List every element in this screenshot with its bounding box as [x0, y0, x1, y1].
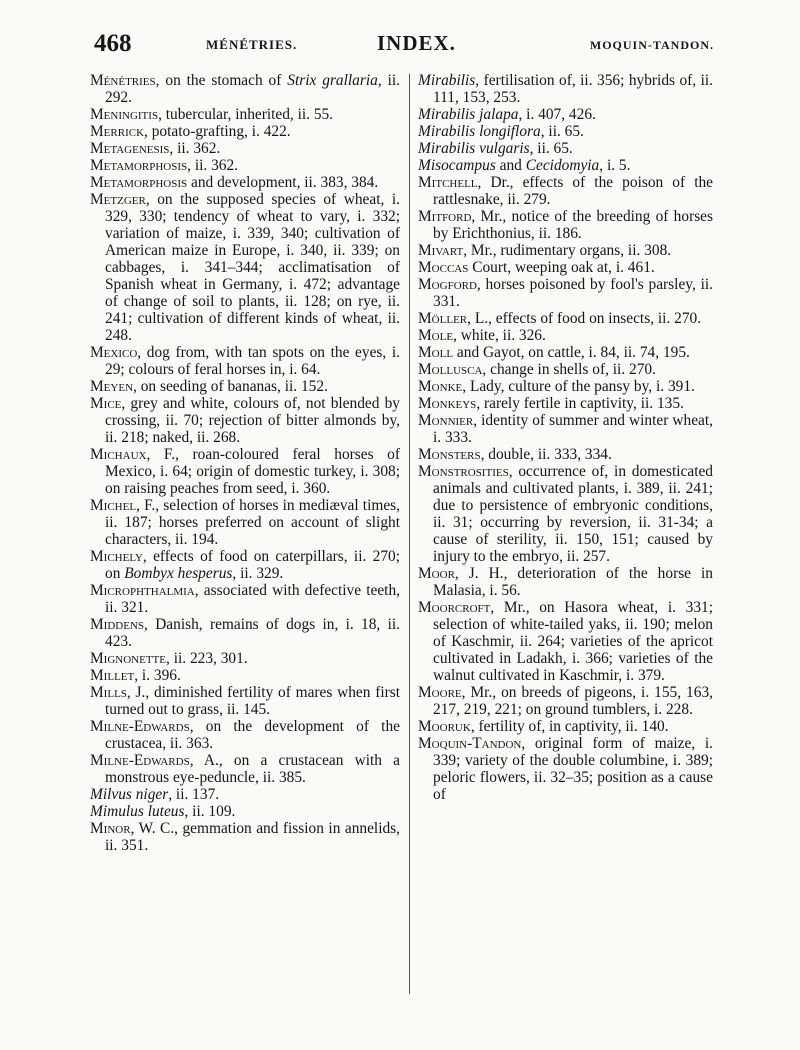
index-entry [418, 378, 713, 395]
entry-text: , on the development of the crustacea, ii. 363. [105, 718, 400, 752]
index-entry [90, 497, 400, 548]
running-head [94, 30, 714, 60]
entry-headword: Möller [418, 310, 468, 327]
running-head-right: MOQUIN-TANDON. [589, 38, 714, 52]
entry-headword: Monnier [418, 412, 474, 429]
entry-text: , F., roan-coloured feral horses of Mexico, i. 64; origin of domestic turkey, i. 308; on raising peaches from seed, i. 360. [105, 446, 400, 497]
index-entry [418, 174, 713, 208]
index-entry [418, 242, 713, 259]
index-entry [418, 106, 713, 123]
entry-headword: Michaux [90, 446, 147, 463]
entry-text: , ii. 65. [529, 140, 573, 157]
entry-headword: Mexico [90, 344, 138, 361]
index-entry [90, 667, 400, 684]
entry-headword: Mirabilis longiflora [418, 123, 541, 140]
entry-headword: Monke [418, 378, 463, 395]
index-entry [90, 582, 400, 616]
entry-headword: Minor [90, 820, 131, 837]
index-entry [90, 72, 400, 106]
entry-headword: Meyen [90, 378, 134, 395]
entry-italic-term: Bombyx hesperus [124, 565, 233, 582]
entry-text: , A., on a crustacean with a monstrous eye-peduncle, ii. 385. [105, 752, 400, 786]
entry-text: , on the supposed species of wheat, i. 329, 330; tendency of wheat to vary, i. 332; variation of maize, i. 339, 340; cultivation of American maize in Europe, i. 340, ii. 339; on cabbages, i. 341–344; acclimatisation of Spanish wheat in Germany, i. 472; advantage of change of soil to plants, ii. 128; on rye, ii. 241; cultivation of different kinds of wheat, ii. 248. [105, 191, 400, 344]
entry-text: , ii. 362. [169, 140, 221, 157]
entry-headword: Microphthalmia [90, 582, 195, 599]
entry-text: , original form of maize, i. 339; variety of the double columbine, i. 389; peloric flowers, ii. 32–35; position as a cause of [433, 735, 713, 803]
entry-headword: Michel [90, 497, 137, 514]
entry-text: , Mr., on Hasora wheat, i. 331; selection of white-tailed yaks, ii. 190; melon of Kaschmir, ii. 264; varieties of the apricot cultivated in Ladakh, i. 366; varieties of the walnut cultivated in Kaschmir, i. 379. [433, 599, 713, 684]
index-entry [90, 820, 400, 854]
entry-headword: Metamorphosis [90, 157, 188, 174]
entry-headword: Milvus niger [90, 786, 169, 803]
entry-text: , Mr., on breeds of pigeons, i. 155, 163, 217, 219, 221; on ground tumblers, i. 228. [433, 684, 713, 718]
entry-headword: Michely [90, 548, 143, 565]
entry-headword: Milne-Edwards [90, 718, 190, 735]
index-entry [90, 718, 400, 752]
index-entry [90, 548, 400, 582]
index-entry [90, 684, 400, 718]
entry-text: , L., effects of food on insects, ii. 270. [467, 310, 702, 327]
entry-text: , dog from, with tan spots on the eyes, i. 29; colours of feral horses in, i. 64. [105, 344, 400, 378]
index-entry [90, 174, 400, 191]
entry-text: and Gayot, on cattle, i. 84, ii. 74, 195. [453, 344, 690, 361]
entry-text: , double, ii. 333, 334. [480, 446, 612, 463]
index-entry [90, 395, 400, 446]
entry-text: , Dr., effects of the poison of the rattlesnake, ii. 279. [433, 174, 713, 208]
entry-text: Court, weeping oak at, i. 461. [468, 259, 655, 276]
index-entry [418, 565, 713, 599]
index-entry [418, 72, 713, 106]
index-entry [90, 191, 400, 344]
index-entry [418, 276, 713, 310]
entry-text: and [495, 157, 526, 174]
index-entry [418, 327, 713, 344]
index-entry [90, 803, 400, 820]
entry-text: , ii. 65. [540, 123, 584, 140]
entry-text: , F., selection of horses in mediæval times, ii. 187; horses preferred on account of slight characters, ii. 194. [105, 497, 400, 548]
entry-text: , white, ii. 326. [453, 327, 546, 344]
index-entry [418, 123, 713, 140]
index-entry [90, 446, 400, 497]
entry-headword: Metamorphosis [90, 174, 188, 191]
entry-italic-term: Cecidomyia [525, 157, 600, 174]
entry-headword: Meningitis [90, 106, 159, 123]
index-entry [90, 106, 400, 123]
entry-text: , occurrence of, in domesticated animals and cultivated plants, i. 389, ii. 241; due to persistence of embryonic conditions, ii. 31; occurring by reversion, ii. 31-34; a cause of sterility, ii. 150, 151; caused by injury to the embryo, ii. 257. [433, 463, 713, 565]
entry-text: , Mr., notice of the breeding of horses by Erichthonius, ii. 186. [433, 208, 713, 242]
running-head-left: MÉNÉTRIES. [206, 37, 298, 52]
entry-headword: Mogford [418, 276, 477, 293]
index-entry [90, 616, 400, 650]
entry-text: , Lady, culture of the pansy by, i. 391. [462, 378, 695, 395]
entry-headword: Mivart [418, 242, 464, 259]
entry-text: , ii. 109. [184, 803, 236, 820]
entry-text: , effects of food on caterpillars, ii. 270; on [105, 548, 400, 582]
entry-headword: Moccas [418, 259, 469, 276]
entry-text: , ii. 137. [168, 786, 220, 803]
entry-text: , potato-grafting, i. 422. [144, 123, 291, 140]
index-entry [90, 752, 400, 786]
entry-text: , fertility of, in captivity, ii. 140. [470, 718, 669, 735]
index-entry [418, 344, 713, 361]
entry-headword: Monsters [418, 446, 481, 463]
index-entry [90, 157, 400, 174]
entry-headword: Mills [90, 684, 127, 701]
entry-text: , tubercular, inherited, ii. 55. [158, 106, 334, 123]
index-entry [418, 718, 713, 735]
entry-text: , Mr., rudimentary organs, ii. 308. [463, 242, 672, 259]
entry-headword: Metzger [90, 191, 146, 208]
index-entry [418, 463, 713, 565]
index-entry [90, 344, 400, 378]
index-entry [418, 684, 713, 718]
entry-headword: Mimulus luteus [90, 803, 185, 820]
entry-text: , grey and white, colours of, not blended by crossing, ii. 70; rejection of bitter almonds by, ii. 218; naked, ii. 268. [105, 395, 400, 446]
entry-text: , on seeding of bananas, ii. 152. [133, 378, 328, 395]
entry-headword: Mitchell [418, 174, 478, 191]
index-entry [418, 208, 713, 242]
entry-headword: Moore [418, 684, 462, 701]
index-entry [90, 378, 400, 395]
entry-text: , W. C., gemmation and fission in annelids, ii. 351. [105, 820, 400, 854]
index-column-left [90, 72, 400, 854]
entry-italic-term: Strix grallaria [287, 72, 378, 89]
entry-text: , rarely fertile in captivity, ii. 135. [476, 395, 684, 412]
index-entry [418, 157, 713, 174]
running-head-title: INDEX. [377, 31, 456, 55]
entry-text: , associated with defective teeth, ii. 321. [105, 582, 400, 616]
entry-headword: Mirabilis [418, 72, 476, 89]
entry-headword: Moor [418, 565, 455, 582]
index-entry [90, 650, 400, 667]
index-column-right [418, 72, 713, 803]
entry-text: , i. 5. [599, 157, 631, 174]
index-entry [418, 259, 713, 276]
column-divider [409, 74, 410, 994]
index-entry [418, 446, 713, 463]
entry-text: , i. 407, 426. [518, 106, 596, 123]
entry-headword: Mirabilis jalapa [418, 106, 519, 123]
page-number: 468 [94, 30, 132, 57]
entry-text: and development, ii. 383, 384. [187, 174, 379, 191]
entry-headword: Merrick [90, 123, 145, 140]
entry-headword: Metagenesis [90, 140, 170, 157]
entry-text: , Danish, remains of dogs in, i. 18, ii. 423. [105, 616, 400, 650]
entry-text: , i. 396. [134, 667, 181, 684]
index-entry [418, 140, 713, 157]
entry-headword: Mitford [418, 208, 472, 225]
entry-text: , change in shells of, ii. 270. [482, 361, 656, 378]
entry-headword: Misocampus [418, 157, 496, 174]
index-entry [90, 786, 400, 803]
entry-headword: Mole [418, 327, 454, 344]
entry-headword: Mignonette [90, 650, 167, 667]
entry-text: , ii. 292. [105, 72, 400, 106]
entry-text: , horses poisoned by fool's parsley, ii. 331. [433, 276, 713, 310]
entry-text: , J., diminished fertility of mares when first turned out to grass, ii. 145. [105, 684, 400, 718]
entry-text: , J. H., deterioration of the horse in Malasia, i. 56. [433, 565, 713, 599]
index-entry [90, 140, 400, 157]
index-entry [418, 310, 713, 327]
entry-headword: Milne-Edwards [90, 752, 190, 769]
entry-text: , ii. 362. [187, 157, 239, 174]
entry-text: , ii. 329. [232, 565, 284, 582]
index-entry [418, 735, 713, 803]
entry-text: , ii. 223, 301. [166, 650, 248, 667]
entry-headword: Moquin-Tandon [418, 735, 522, 752]
entry-headword: Moll [418, 344, 454, 361]
index-entry [418, 395, 713, 412]
entry-text: , fertilisation of, ii. 356; hybrids of, ii. 111, 153, 253. [433, 72, 713, 106]
index-entry [418, 361, 713, 378]
entry-headword: Ménétries [90, 72, 156, 89]
entry-text: , on the stomach of [155, 72, 288, 89]
entry-headword: Mirabilis vulgaris [418, 140, 530, 157]
entry-headword: Millet [90, 667, 135, 684]
entry-headword: Monstrosities [418, 463, 509, 480]
entry-headword: Moorcroft [418, 599, 491, 616]
index-entry [90, 123, 400, 140]
entry-headword: Monkeys [418, 395, 477, 412]
index-entry [418, 412, 713, 446]
entry-headword: Mooruk [418, 718, 471, 735]
entry-headword: Middens [90, 616, 145, 633]
entry-headword: Mollusca [418, 361, 483, 378]
index-entry [418, 599, 713, 684]
entry-headword: Mice [90, 395, 122, 412]
entry-text: , identity of summer and winter wheat, i. 333. [433, 412, 713, 446]
